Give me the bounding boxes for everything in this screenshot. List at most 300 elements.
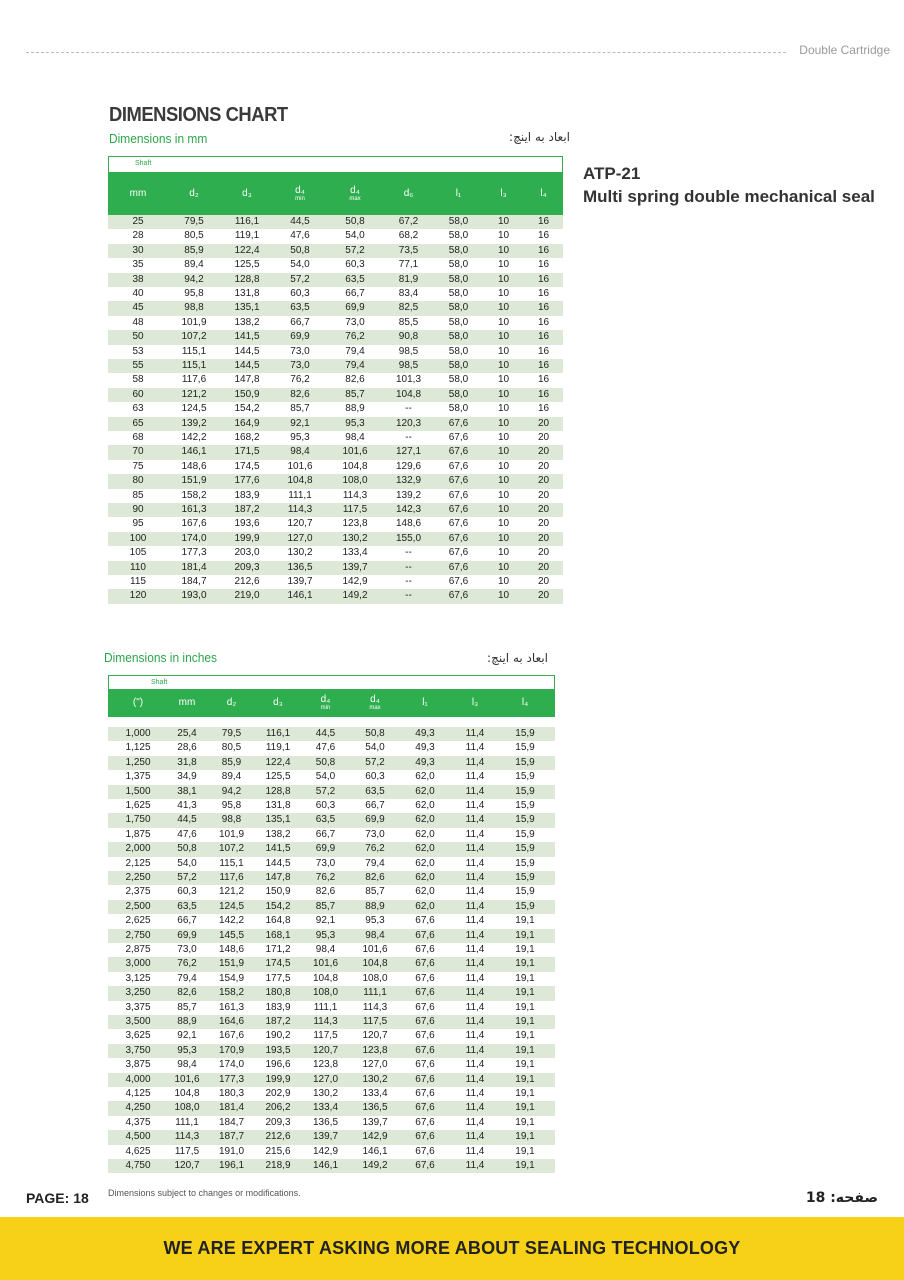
table-cell: 115,1 (181, 360, 207, 371)
table-cell: 1,000 (125, 728, 151, 739)
table-row (108, 828, 555, 842)
table-row (108, 417, 563, 431)
table-cell: 3,875 (125, 1059, 151, 1071)
column-header (327, 172, 383, 216)
table-cell: 133,4 (342, 547, 368, 559)
table-cell: 202,9 (265, 1088, 291, 1099)
table-row (108, 345, 563, 359)
table-cell: 11,4 (465, 771, 485, 783)
table-cell: 15,9 (515, 900, 535, 912)
table-cell: 139,7 (287, 576, 313, 587)
table-cell: 10 (497, 230, 510, 242)
table-cell: 184,7 (181, 576, 207, 587)
table-row (108, 957, 555, 971)
table-cell: 10 (497, 561, 510, 573)
table-cell: 63,5 (315, 814, 336, 826)
table-cell: 215,6 (265, 1145, 291, 1157)
table-cell: 50,8 (345, 216, 365, 227)
table-cell: 167,6 (218, 1030, 245, 1042)
column-header (500, 689, 550, 717)
table-cell: 38 (132, 273, 144, 285)
table-cell: 67,6 (415, 1001, 435, 1013)
table-cell: 67,6 (415, 1088, 435, 1099)
table-cell: 108,0 (362, 972, 388, 984)
table-cell: 101,9 (181, 316, 207, 328)
table-cell: 54,0 (177, 857, 197, 869)
table-cell: 196,6 (265, 1059, 291, 1071)
table-cell: 183,9 (265, 1001, 291, 1013)
table-cell: 148,6 (218, 944, 245, 955)
table-cell: 88,9 (177, 1016, 197, 1027)
table-cell: 67,6 (415, 1131, 435, 1143)
table-cell: 150,9 (265, 886, 291, 898)
table-cell: 60,3 (345, 259, 365, 271)
table-cell: 3,500 (125, 1016, 151, 1027)
table-cell: 67,6 (448, 518, 469, 530)
table-cell: 101,6 (312, 958, 339, 970)
table-cell: 116,1 (265, 728, 291, 739)
table-cell: 10 (497, 489, 510, 501)
table-cell: 79,5 (221, 728, 242, 739)
table-cell: 114,3 (342, 489, 368, 501)
table-cell: 15,9 (515, 814, 535, 826)
table-cell: 19,1 (515, 915, 535, 927)
table-cell: 168,2 (234, 432, 260, 443)
table-cell: 142,3 (395, 504, 422, 515)
table-cell: 67,6 (415, 987, 435, 999)
table-cell: 76,2 (177, 958, 197, 970)
table-row (108, 857, 555, 871)
table-cell: 50 (132, 331, 144, 343)
table-row (108, 474, 563, 488)
table-cell: 3,000 (125, 958, 151, 970)
table-cell: 98,4 (345, 432, 365, 443)
table-cell: 144,5 (234, 345, 260, 357)
table-cell: 58,0 (448, 273, 469, 285)
table-cell: 19,1 (515, 1059, 535, 1071)
table-row (108, 1058, 555, 1072)
table-row (108, 589, 563, 603)
table-cell: 49,3 (415, 756, 435, 768)
table-cell: 107,2 (218, 843, 245, 855)
table-cell: 20 (537, 460, 550, 472)
table-cell: 131,8 (234, 288, 260, 299)
table-cell: 209,3 (265, 1116, 291, 1128)
table-cell: 67,6 (415, 1059, 435, 1071)
table-cell: 111,1 (363, 987, 387, 999)
table-cell: 142,9 (342, 576, 368, 587)
table-cell: 141,5 (265, 843, 291, 855)
table-cell: 10 (497, 460, 510, 472)
table-cell: 82,6 (315, 886, 336, 898)
table-cell: 167,6 (181, 518, 207, 530)
table-cell: 147,8 (265, 872, 291, 883)
table-cell: 11,4 (465, 1116, 485, 1128)
table-cell: 92,1 (177, 1030, 197, 1042)
table-cell: 58,0 (448, 230, 469, 242)
column-header (350, 689, 400, 717)
footer-banner (0, 1217, 904, 1280)
table-cell: 2,750 (125, 929, 151, 941)
table-cell: 154,2 (234, 403, 260, 415)
table-cell: 193,6 (234, 518, 260, 530)
table-cell: 50,8 (177, 843, 197, 855)
table-row (108, 215, 563, 229)
table-cell: 19,1 (515, 929, 535, 941)
table-cell: 1,375 (125, 771, 151, 783)
table-cell: 80 (132, 475, 144, 487)
table-row (108, 273, 563, 287)
table-cell: 117,5 (342, 504, 368, 515)
table-cell: 54,0 (365, 742, 385, 754)
table-cell: 95,3 (315, 929, 336, 941)
table-cell: 85,7 (365, 886, 385, 898)
table-cell: 181,4 (181, 561, 207, 573)
table-cell: 146,1 (362, 1145, 388, 1157)
table-row (108, 244, 563, 258)
table-cell: 76,2 (290, 374, 310, 386)
table-cell: 11,4 (465, 1016, 485, 1027)
table-cell: 10 (497, 388, 510, 400)
table-cell: 187,7 (218, 1131, 245, 1143)
table-cell: 120,7 (287, 518, 313, 530)
table-cell: 10 (497, 518, 510, 530)
table-cell: 62,0 (415, 814, 435, 826)
column-header-sub: min (320, 704, 331, 711)
table-cell: 117,5 (362, 1016, 388, 1027)
table-cell: 89,4 (184, 259, 204, 271)
table-cell: 73,0 (290, 345, 310, 357)
table-row (108, 972, 555, 986)
table-row (108, 316, 563, 330)
column-header-label: (") (132, 697, 144, 708)
column-header (301, 689, 350, 717)
table-cell: 63,5 (365, 785, 385, 797)
table-cell: 148,6 (395, 518, 422, 530)
table-cell: 94,2 (221, 785, 242, 797)
table-cell: 62,0 (415, 843, 435, 855)
table-cell: 95,3 (290, 432, 310, 443)
table-cell: 123,8 (312, 1059, 339, 1071)
mm-section-label: Dimensions in mm (109, 131, 208, 146)
table-cell: 4,500 (125, 1131, 151, 1143)
table-cell: 67,6 (415, 972, 435, 984)
table-cell: 48 (132, 316, 144, 328)
table-cell: 16 (537, 360, 550, 371)
table-cell: 69,9 (365, 814, 385, 826)
table-cell: 11,4 (465, 929, 485, 941)
table-cell: 105 (129, 547, 147, 559)
table-row (108, 431, 563, 445)
table-cell: 68,2 (398, 230, 419, 242)
table-cell: 130,2 (342, 532, 368, 544)
table-cell: 20 (537, 576, 550, 587)
table-cell: 98,5 (398, 360, 419, 371)
table-cell: 139,7 (342, 561, 368, 573)
table-cell: 50,8 (290, 244, 310, 256)
table-cell: 35 (132, 259, 144, 271)
table-cell: 62,0 (415, 900, 435, 912)
table-cell: 58,0 (448, 403, 469, 415)
table-cell: 130,2 (362, 1073, 388, 1085)
table-cell: 63,5 (177, 900, 197, 912)
table-cell: 20 (537, 432, 550, 443)
table-cell: 121,2 (181, 388, 207, 400)
table-row (108, 575, 563, 589)
table-row (108, 258, 563, 272)
table-cell: 206,2 (265, 1102, 291, 1114)
table-cell: 174,5 (265, 958, 291, 970)
table-cell: 127,0 (312, 1073, 339, 1085)
table-cell: 68 (132, 432, 144, 443)
table-cell: 81,9 (398, 273, 419, 285)
table-cell: -- (405, 432, 412, 443)
table-cell: 161,3 (181, 504, 207, 515)
table-row (108, 561, 563, 575)
table-cell: 16 (537, 374, 550, 386)
table-cell: 123,8 (342, 518, 368, 530)
column-header-sub: max (349, 195, 361, 202)
table-cell: 19,1 (515, 1088, 535, 1099)
table-cell: 54,0 (290, 259, 310, 271)
table-cell: 16 (537, 345, 550, 357)
table-cell: 3,750 (125, 1044, 151, 1056)
table-cell: 139,7 (312, 1131, 339, 1143)
table-cell: 108,0 (342, 475, 368, 487)
table-cell: 4,625 (125, 1145, 151, 1157)
table-cell: 101,3 (395, 374, 422, 386)
table-cell: 15,9 (515, 886, 535, 898)
table-cell: 1,500 (125, 785, 151, 797)
table-cell: 15,9 (515, 771, 535, 783)
table-cell: 58,0 (448, 331, 469, 343)
table-cell: 11,4 (465, 728, 485, 739)
table-cell: 107,2 (181, 331, 207, 343)
table-cell: 104,8 (395, 388, 422, 400)
table-row (108, 799, 555, 813)
table-cell: 104,8 (342, 460, 368, 472)
table-cell: 20 (537, 518, 550, 530)
table-cell: 11,4 (465, 828, 485, 840)
column-header (208, 689, 255, 717)
table-cell: 10 (497, 576, 510, 587)
table-cell: 142,9 (312, 1145, 339, 1157)
table-cell: 19,1 (515, 944, 535, 955)
table-cell: 100 (129, 532, 147, 544)
table-row (108, 359, 563, 373)
table-row (108, 770, 555, 784)
table-cell: 62,0 (415, 771, 435, 783)
shaft-label: Shaft (135, 160, 152, 167)
table-cell: 19,1 (515, 1145, 535, 1157)
column-header-label: l₃ (471, 697, 479, 708)
table-cell: 101,9 (218, 828, 245, 840)
table-cell: 15,9 (515, 843, 535, 855)
table-cell: 63 (132, 403, 144, 415)
table-cell: 16 (537, 216, 550, 227)
table-cell: 193,0 (181, 590, 207, 602)
column-header-label: mm (178, 697, 196, 708)
table-row (108, 532, 563, 546)
column-header (273, 172, 327, 216)
table-cell: 67,6 (415, 1116, 435, 1128)
table-cell: -- (405, 547, 412, 559)
table-cell: 20 (537, 532, 550, 544)
table-cell: 62,0 (415, 785, 435, 797)
table-cell: 10 (497, 417, 510, 429)
table-cell: 50,8 (315, 756, 336, 768)
table-row (108, 229, 563, 243)
table-cell: 67,6 (448, 489, 469, 501)
table-cell: 79,4 (365, 857, 385, 869)
table-cell: 92,1 (290, 417, 310, 429)
table-cell: 57,2 (290, 273, 310, 285)
table-cell: 155,0 (395, 532, 422, 544)
table-cell: 147,8 (234, 374, 260, 386)
table-cell: 62,0 (415, 886, 435, 898)
table-cell: 90,8 (398, 331, 419, 343)
table-cell: 95,3 (365, 915, 385, 927)
table-cell: 20 (537, 489, 550, 501)
table-row (108, 1001, 555, 1015)
table-row (108, 1130, 555, 1144)
table-cell: 131,8 (265, 800, 291, 811)
table-cell: 10 (497, 532, 510, 544)
table-row (108, 489, 563, 503)
inch-section-label-fa: ابعاد به اینچ: (487, 651, 548, 665)
table-cell: 196,1 (218, 1160, 245, 1171)
table-cell: 31,8 (177, 756, 197, 768)
table-cell: 67,6 (415, 1030, 435, 1042)
table-cell: 104,8 (287, 475, 313, 487)
table-cell: 10 (497, 273, 510, 285)
table-cell: 47,6 (177, 828, 197, 840)
table-cell: 4,125 (125, 1088, 151, 1099)
table-cell: 19,1 (515, 1160, 535, 1171)
table-cell: 1,875 (125, 828, 151, 840)
table-cell: 19,1 (515, 972, 535, 984)
table-cell: 63,5 (345, 273, 365, 285)
table-cell: 184,7 (218, 1116, 245, 1128)
table-cell: 177,3 (218, 1073, 245, 1085)
column-header-label: mm (129, 188, 147, 199)
mm-section-label-fa: ابعاد به اینچ: (509, 130, 570, 144)
table-cell: 57,2 (365, 756, 385, 768)
table-row (108, 460, 563, 474)
table-cell: 174,5 (234, 460, 260, 472)
table-cell: 11,4 (465, 915, 485, 927)
table-cell: 60,3 (365, 771, 385, 783)
table-cell: 150,9 (234, 388, 260, 400)
column-header-label: d₂ (226, 697, 237, 708)
table-cell: 4,000 (125, 1073, 151, 1085)
column-header-label: l₁ (455, 188, 462, 199)
table-cell: 11,4 (465, 958, 485, 970)
table-cell: 58 (132, 374, 144, 386)
column-header (483, 172, 524, 216)
table-cell: 79,4 (177, 972, 197, 984)
table-cell: 34,9 (177, 771, 197, 783)
table-cell: 151,9 (181, 475, 207, 487)
table-cell: 45 (132, 302, 144, 314)
table-row (108, 517, 563, 531)
table-cell: 67,6 (448, 417, 469, 429)
table-row (108, 842, 555, 856)
table-cell: 60,3 (315, 800, 336, 811)
table-cell: 76,2 (345, 331, 365, 343)
table-cell: 62,0 (415, 828, 435, 840)
table-row (108, 373, 563, 387)
table-cell: 80,5 (184, 230, 204, 242)
table-cell: 120,3 (395, 417, 422, 429)
table-cell: 11,4 (465, 987, 485, 999)
table-cell: 80,5 (221, 742, 242, 754)
table-cell: 11,4 (465, 886, 485, 898)
table-cell: 104,8 (362, 958, 388, 970)
table-cell: 11,4 (465, 900, 485, 912)
table-cell: 11,4 (465, 1030, 485, 1042)
table-cell: 88,9 (345, 403, 365, 415)
table-cell: 10 (497, 446, 510, 458)
table-cell: 123,8 (362, 1044, 388, 1056)
table-cell: 19,1 (515, 1131, 535, 1143)
table-cell: 16 (537, 316, 550, 328)
table-cell: 136,5 (287, 561, 313, 573)
table-cell: 82,6 (290, 388, 310, 400)
table-cell: 2,625 (125, 915, 151, 927)
column-header (434, 172, 483, 216)
table-cell: 94,2 (184, 273, 204, 285)
column-header (400, 689, 450, 717)
table-cell: 133,4 (312, 1102, 339, 1114)
table-row (108, 301, 563, 315)
table-row (108, 1159, 555, 1173)
table-cell: 62,0 (415, 800, 435, 811)
table-cell: 67,6 (415, 1073, 435, 1085)
table-cell: 60,3 (290, 288, 310, 299)
table-cell: 114,3 (313, 1016, 338, 1027)
table-cell: 174,0 (181, 532, 207, 544)
table-cell: 124,5 (218, 900, 245, 912)
table-cell: 203,0 (234, 547, 260, 559)
table-cell: 1,125 (125, 742, 151, 754)
table-cell: 19,1 (515, 1102, 535, 1114)
table-cell: 67,6 (415, 1044, 435, 1056)
table-cell: 10 (497, 360, 510, 371)
column-header (383, 172, 434, 216)
table-cell: 10 (497, 288, 510, 299)
table-cell: 77,1 (398, 259, 419, 271)
column-header (166, 689, 208, 717)
table-cell: 19,1 (515, 1001, 535, 1013)
table-cell: 177,6 (234, 475, 260, 487)
column-header-label: d₃ (273, 697, 283, 708)
table-cell: 11,4 (465, 814, 485, 826)
table-cell: 98,4 (290, 446, 310, 458)
table-cell: 58,0 (448, 259, 469, 271)
table-row (108, 943, 555, 957)
header-divider (26, 52, 786, 54)
table-cell: 10 (497, 244, 510, 256)
column-header-label: l₄ (540, 188, 547, 199)
table-cell: 146,1 (312, 1160, 339, 1171)
table-cell: 120,7 (312, 1044, 339, 1056)
table-cell: 67,6 (448, 547, 469, 559)
table-cell: 95,8 (221, 800, 242, 811)
table-cell: -- (405, 590, 412, 602)
table-cell: 73,0 (290, 360, 310, 371)
table-cell: 10 (497, 345, 510, 357)
